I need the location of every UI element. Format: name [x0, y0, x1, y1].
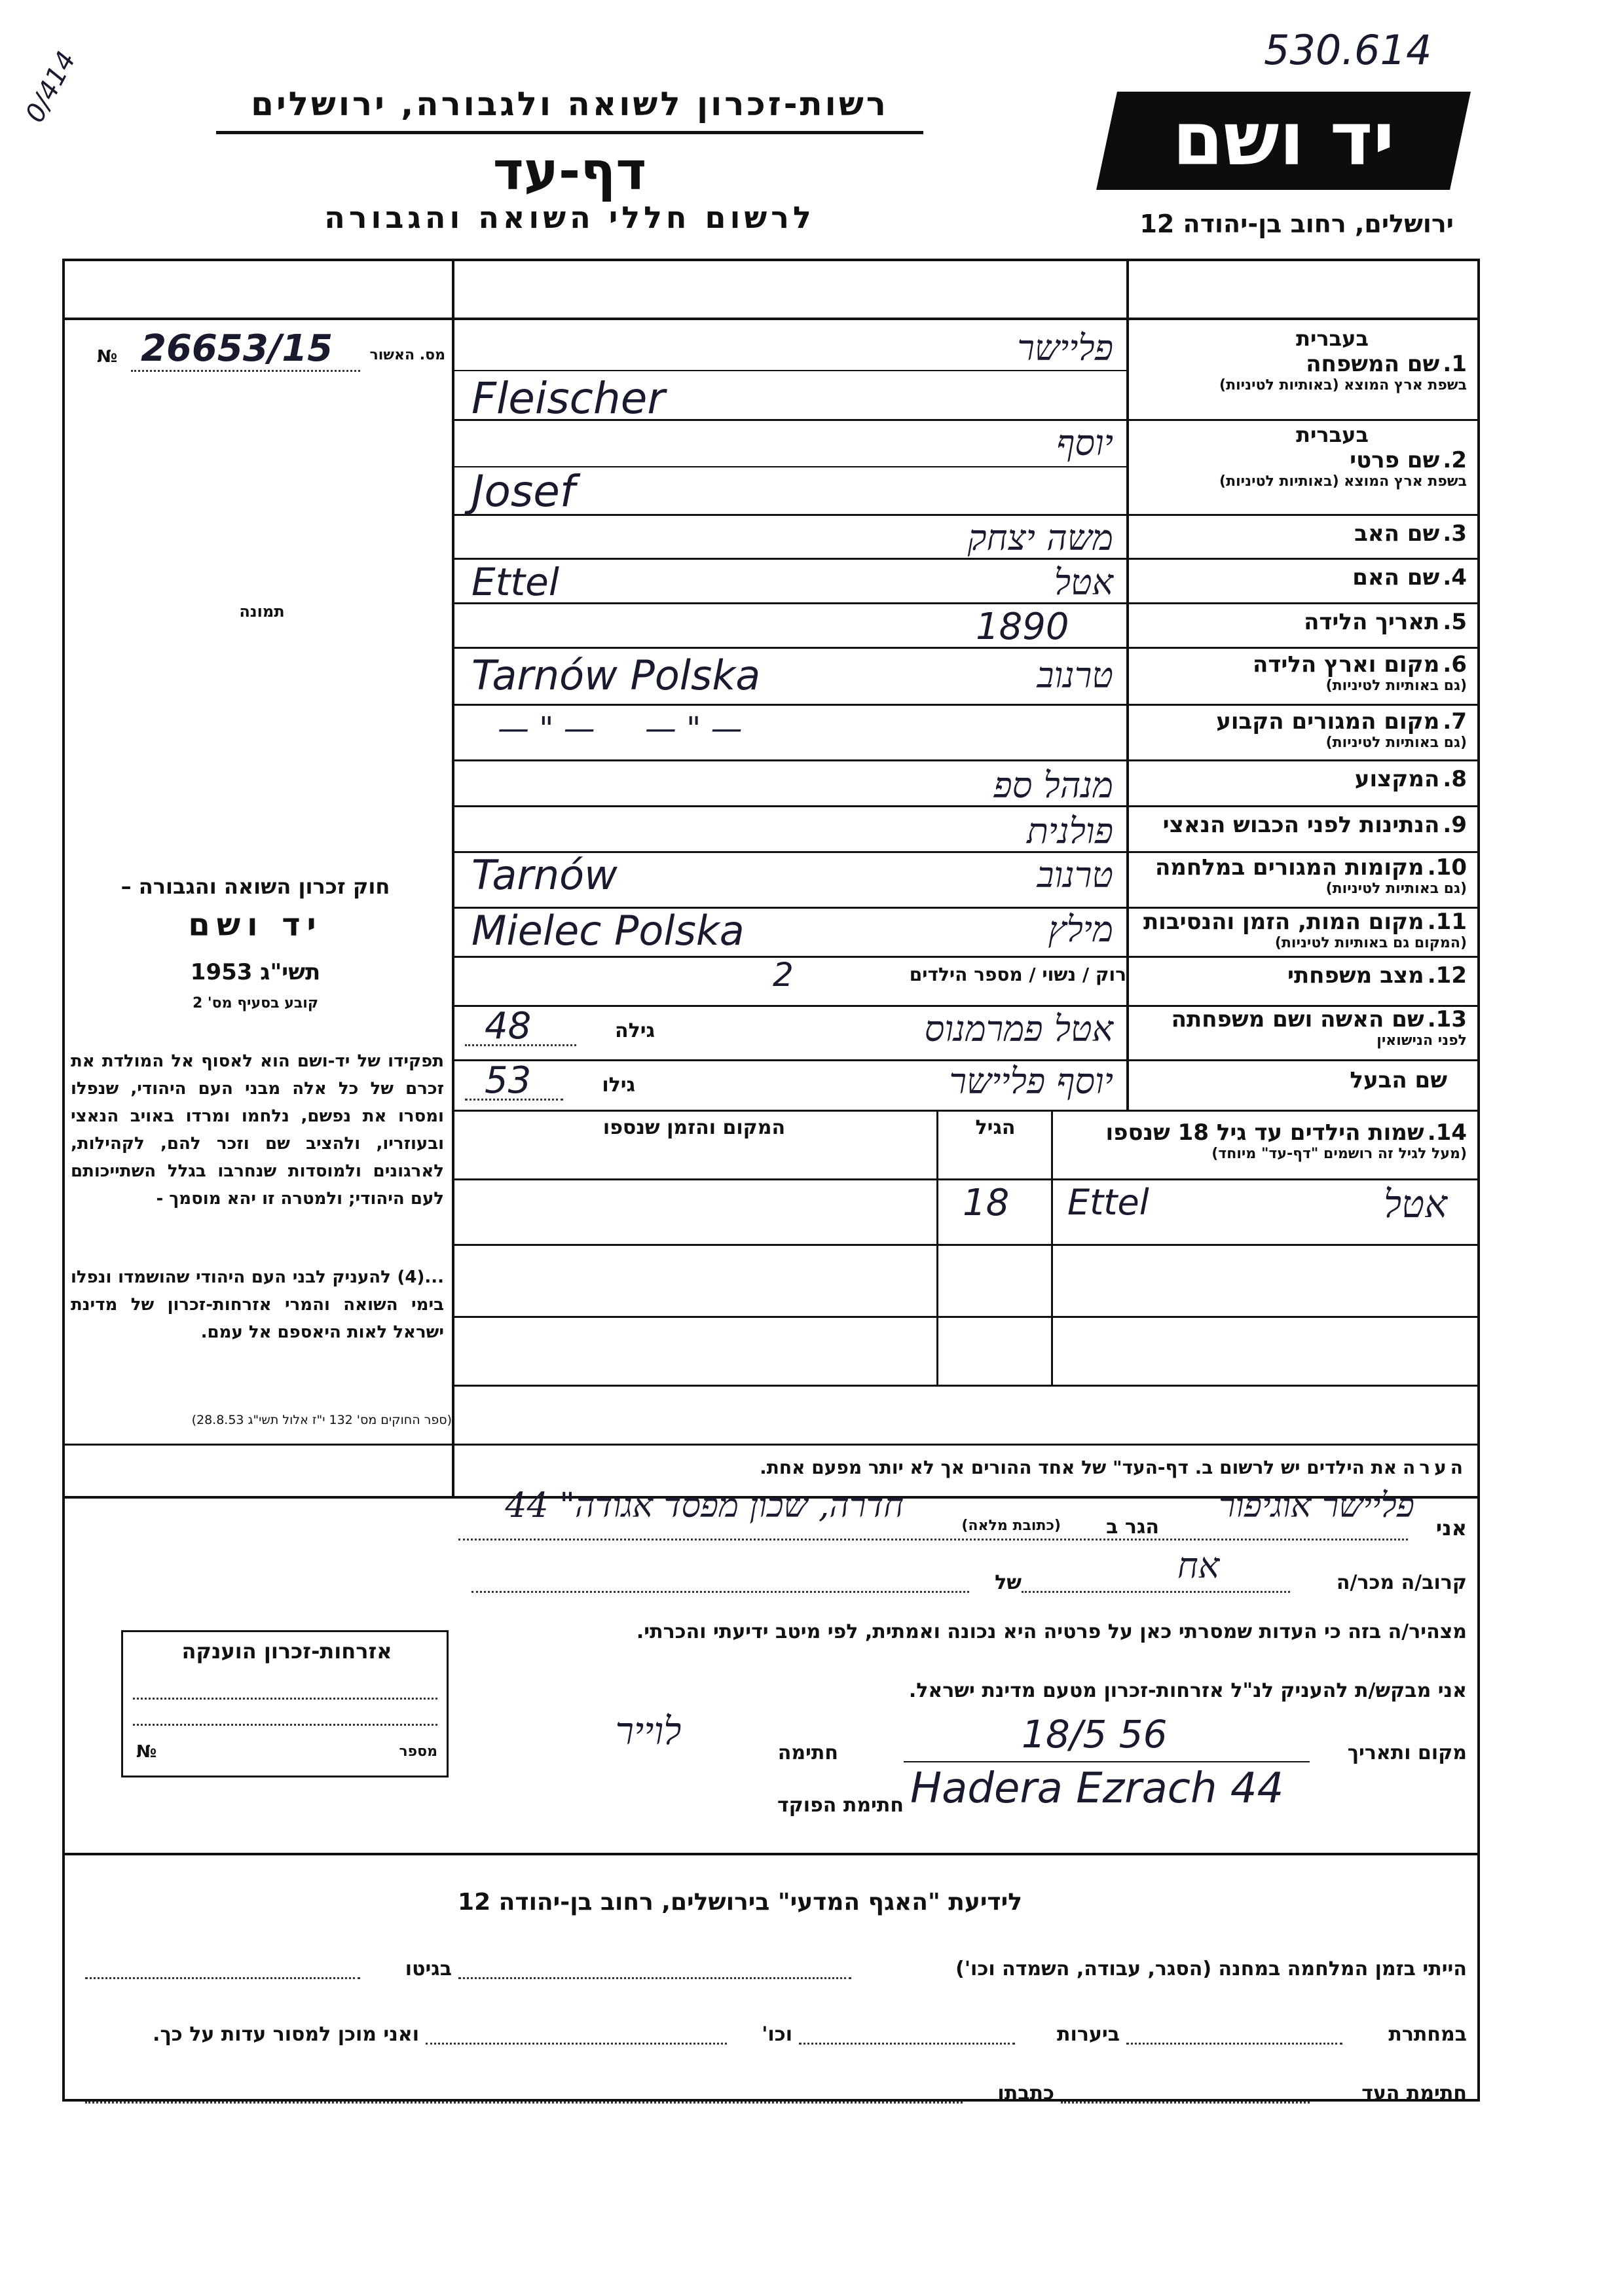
residence-ditto: — " — — " — [498, 710, 743, 747]
page-subtitle: לרשום חללי השואה והגבורה [324, 200, 815, 235]
field-6-label: 6. מקום וארץ הלידה (גם באותיות לטיניות) [1252, 651, 1467, 694]
certificate-label: מס. האשור [369, 347, 445, 363]
husband-age: 53 [485, 1059, 532, 1102]
footer-dots-5 [426, 2043, 727, 2045]
wife-age: 48 [485, 1005, 532, 1048]
label-column-divider [1126, 259, 1129, 1110]
wife-age-label: גילה [615, 1019, 655, 1042]
citizenship-number-sign: № [136, 1742, 157, 1762]
corner-mark: 0/414 [20, 46, 83, 128]
field-14-label: 14. שמות הילדים עד גיל 18 שנספו (מעל לגיל זה רושמים "דף-עד" מיוחד) [1105, 1120, 1467, 1162]
wartime-residence-latin: Tarnów [471, 851, 618, 899]
officer-label: חתימת הפוקד [777, 1794, 904, 1817]
field-2-tag: בעברית [1296, 422, 1369, 447]
field-8-label: 8. המקצוע [1354, 766, 1467, 792]
footer-etc: וכו' [762, 2023, 792, 2046]
wife-age-dots [465, 1044, 576, 1046]
field-3-label: 3. שם האב [1354, 520, 1467, 547]
footer-dots-7 [85, 2102, 963, 2104]
firstname-latin: Josef [471, 466, 576, 517]
org-line: רשות-זכרון לשואה ולגבורה, ירושלים [251, 85, 889, 123]
decl-request: אני מבקש/ת להעניק לנ"ל אזרחות-זכרון מטעם מדינת ישראל. [908, 1679, 1467, 1702]
footer-forests: ביערות [1057, 2023, 1120, 2046]
footer-dots-6 [1061, 2102, 1310, 2104]
child-name-latin: Ettel [1067, 1182, 1149, 1223]
death-place-latin: Mielec Polska [471, 907, 745, 955]
children-count: 2 [773, 956, 794, 994]
certificate-dots [131, 370, 360, 372]
mother-name-latin: Ettel [471, 560, 559, 604]
law-name: יד ושם [188, 907, 323, 943]
relation-line [1022, 1591, 1290, 1593]
page-title: דף-עד [492, 141, 647, 202]
note [471, 1457, 1467, 1478]
logo-text: יד ושם [1172, 97, 1395, 182]
archive-number: 530.614 [1264, 26, 1432, 74]
surname-latin: Fleischer [471, 373, 665, 424]
top-strip-line [62, 318, 1480, 320]
citizenship-title: אזרחות-זכרון הוענקה [181, 1639, 392, 1664]
field-2-label: בעברית 2. שם פרטי בשפת ארץ המוצא (באותיות לטיניות) [1133, 422, 1467, 490]
relation-of: של [995, 1571, 1022, 1594]
certificate-no-sign: № [97, 347, 118, 367]
footer-witness-sig: חתימת העד [1361, 2082, 1467, 2105]
mother-name-hebrew: אטל [1054, 562, 1113, 603]
death-place-hebrew: מילץ [1048, 909, 1113, 950]
law-year: תשי"ג 1953 [190, 959, 321, 985]
footer-address: כתבתו [997, 2082, 1054, 2105]
field-4-label: 4. שם האם [1352, 564, 1467, 591]
relation-value: אח [1177, 1545, 1220, 1586]
declarant-signature: לוייר [615, 1709, 682, 1753]
child-name-hebrew: אטל [1384, 1182, 1447, 1226]
field-7-label: 7. מקום המגורים הקבוע (גם באותיות לטיניות) [1216, 708, 1467, 751]
footer-title: לידיעת "האגף המדעי" בירושלים, רחוב בן-יהודה 12 [458, 1889, 1022, 1916]
field-5-label: 5. תאריך הלידה [1304, 609, 1467, 635]
husband-label: שם הבעל [1350, 1067, 1447, 1093]
husband-name: יוסף פליישר [949, 1061, 1113, 1102]
field-9-label: 9. הנתינות לפני הכבוש הנאצי [1162, 812, 1467, 838]
nationality: פולנית [1026, 811, 1113, 852]
place-date-label: מקום ותאריך [1347, 1741, 1467, 1764]
footer-dots-4 [799, 2043, 1015, 2045]
decl-resides: הגר ב [1106, 1516, 1159, 1539]
relation-of-line [471, 1591, 969, 1593]
field-10-label: 10. מקומות המגורים במלחמה (גם באותיות לטיניות) [1154, 854, 1467, 897]
marital-status-label: רוק / נשוי / מספר הילדים [909, 964, 1126, 985]
husband-age-label: גילו [602, 1074, 635, 1097]
field-12-label: 12. מצב משפחתי [1287, 962, 1467, 989]
declarant-name: פליישר אוגיפור [1218, 1486, 1414, 1525]
footer-divider [62, 1853, 1480, 1855]
law-title: חוק זכרון השואה והגבורה – [120, 874, 390, 899]
relation-label: קרוב/ה מכר/ה [1336, 1571, 1467, 1594]
citizenship-box [121, 1630, 449, 1777]
footer-dots-2 [85, 1977, 360, 1979]
place-date-value: 18/5 56 [1022, 1712, 1168, 1757]
field-1-tag: בעברית [1296, 326, 1369, 351]
declarant-address: חדרה, שכון מפסד אגודה" 44 [505, 1486, 904, 1525]
birthplace-latin: Tarnów Polska [471, 651, 761, 699]
surname-hebrew: פליישר [1017, 327, 1113, 369]
citizenship-number-label: מספר [399, 1743, 437, 1760]
left-panel-divider [452, 259, 454, 1496]
footer-ready: ואני מוכן למסור עדות על כך. [153, 2023, 419, 2046]
law-clause: קובע בסעיף מס' 2 [192, 995, 319, 1011]
org-underline [216, 131, 923, 134]
footer-line-1: הייתי בזמן המלחמה במחנה (הסגר, עבודה, השמדה וכו') [955, 1958, 1467, 1980]
decl-ani: אני [1435, 1516, 1467, 1540]
children-place-header: המקום והזמן שנספו [602, 1116, 786, 1139]
wife-name: אטל פמרמנוס [924, 1008, 1113, 1049]
children-age-header: הגיל [975, 1116, 1016, 1139]
birthplace-hebrew: טרנוב [1037, 655, 1113, 696]
header-address: ירושלים, רחוב בן-יהודה 12 [1139, 210, 1454, 238]
officer-signature: Hadera Ezrach 44 [910, 1764, 1284, 1813]
wartime-residence-hebrew: טרנוב [1037, 854, 1113, 896]
field-13-label: 13. שם האשה ושם משפחתה לפני הנישואין [1171, 1006, 1467, 1049]
decl-addr-hint: (כתובת מלאה) [961, 1518, 1061, 1534]
citizenship-line-1 [133, 1698, 437, 1700]
birth-date: 1890 [976, 606, 1069, 648]
photo-label: תמונה [239, 602, 285, 621]
father-name: משה יצחק [967, 517, 1113, 558]
citizenship-line-2 [133, 1724, 437, 1726]
footer-hiding: במחתרת [1388, 2023, 1467, 2046]
field-11-label: 11. מקום המות, הזמן והנסיבות (המקום גם באותיות לטיניות) [1143, 909, 1467, 951]
decl-statement: מצהיר/ה בזה כי העדות שמסרתי כאן על פרטיה היא נכונה ואמתית, לפי מיטב ידיעתי והכרתי. [636, 1620, 1467, 1643]
footer-dots-3 [1126, 2043, 1342, 2045]
decl-line-1 [458, 1539, 1408, 1540]
field-1-label: בעברית 1. שם המשפחה בשפת ארץ המוצא (באותיות לטיניות) [1133, 326, 1467, 393]
child-age: 18 [963, 1182, 1010, 1224]
law-body: תפקידו של יד-ושם הוא לאסוף אל המולדת את זכרם של כל אלה מבני העם היהודי, שנפלו ומסרו את נפשם, נלחמו ומרדו באויב הנאצי ובעוזריו, ולהציב שם וזכר להם, לקהילות, לארגונים ולמוסדות שנחרבו בגלל השתייכותם לעם היהודי; ולמטרה זו יהא מוסמך - [71, 1051, 444, 1209]
law-body-2: ...(4) להעניק לבני העם היהודי שהושמדו ונפלו בימי השואה והמרי אזרחות-זכרון של מדינת ישראל לאות היאספם אל עמם. [71, 1267, 444, 1342]
footer-dots-1 [458, 1977, 851, 1979]
certificate-number: 26653/15 [141, 327, 333, 370]
note-label: הערה [1403, 1457, 1467, 1478]
husband-age-dots [465, 1099, 563, 1101]
signature-label: חתימה [777, 1741, 838, 1764]
place-date-line [904, 1761, 1310, 1762]
firstname-hebrew: יוסף [1056, 422, 1113, 464]
note-text: את הילדים יש לרשום ב. דף-העד" של אחד ההורים אך לא יותר מפעם אחת. [760, 1457, 1397, 1478]
occupation: מנהל ספ [993, 765, 1113, 806]
footer-ghetto: בגיטו [405, 1958, 452, 1980]
law-source: (ספר החוקים מס' 132 י"ז אלול תשי"ג 28.8.53) [191, 1413, 452, 1427]
